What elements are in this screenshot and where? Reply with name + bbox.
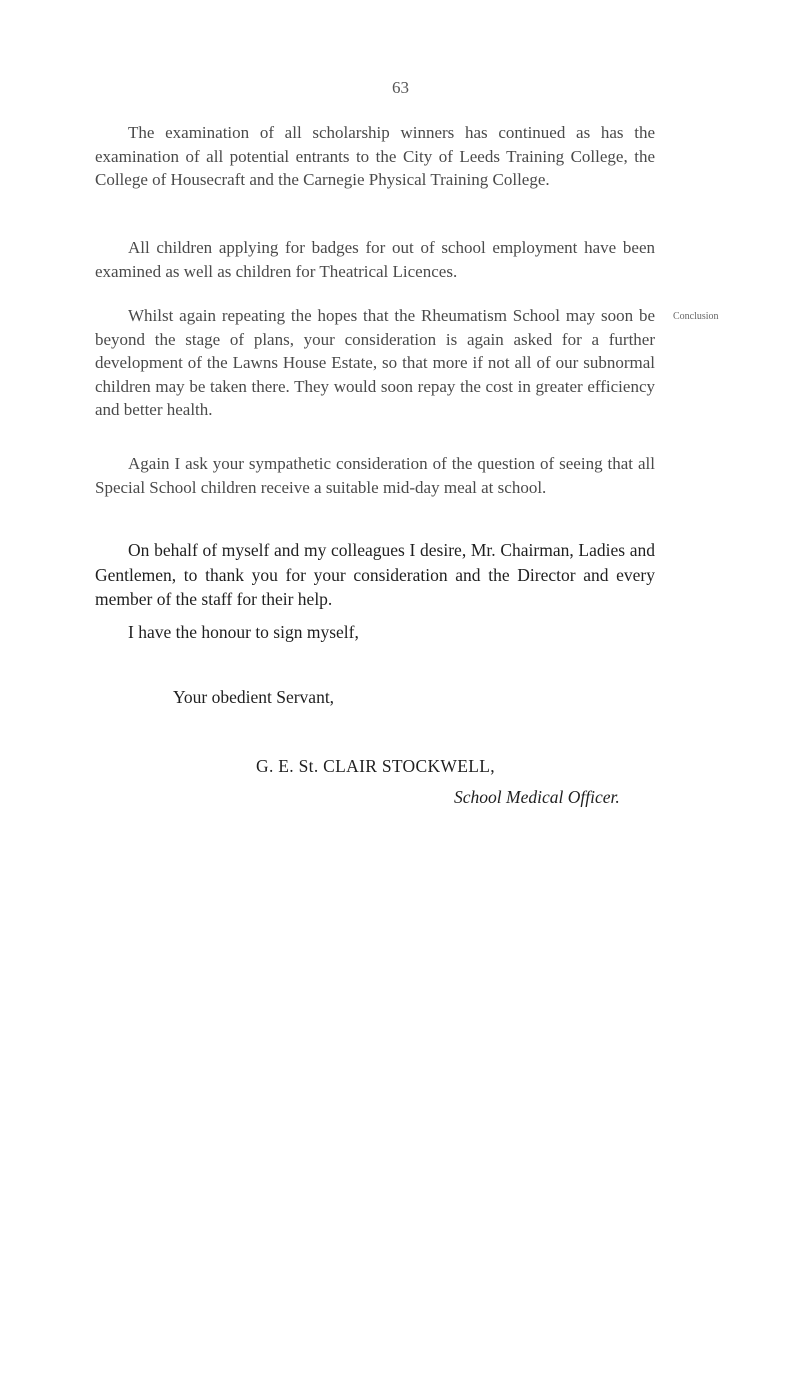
- valediction: Your obedient Servant,: [173, 687, 335, 707]
- closing-line: I have the honour to sign myself,: [128, 622, 359, 642]
- paragraph-scholarship-examinations: The examination of all scholarship winners has continued as has the examination of all potential entrants to the City of Leeds Training College, the College of Housecraft and the Carnegie Physical Training College.: [95, 123, 655, 189]
- paragraph-thanks: On behalf of myself and my colleagues I desire, Mr. Chairman, Ladies and Gentlemen, to thank you for your consideration and the Director and every member of the staff for their help.: [95, 540, 655, 609]
- margin-note-conclusion: Conclusion: [673, 311, 719, 322]
- signature-title: School Medical Officer.: [454, 787, 620, 807]
- page-number: 63: [392, 78, 409, 97]
- signature-name: G. E. St. CLAIR STOCKWELL,: [256, 756, 495, 776]
- paragraph-mid-day-meal: Again I ask your sympathetic consideration of the question of seeing that all Special School children receive a suitable mid-day meal at school.: [95, 454, 655, 497]
- paragraph-rheumatism-school: Whilst again repeating the hopes that the Rheumatism School may soon be beyond the stage of plans, your consideration is again asked for a further development of the Lawns House Estate, so that more if not all of our subnormal children may be taken there. They would soon repay the cost in greater efficiency and better health.: [95, 306, 655, 419]
- paragraph-employment-badges: All children applying for badges for out of school employment have been examined as well as children for Theatrical Licences.: [95, 238, 655, 281]
